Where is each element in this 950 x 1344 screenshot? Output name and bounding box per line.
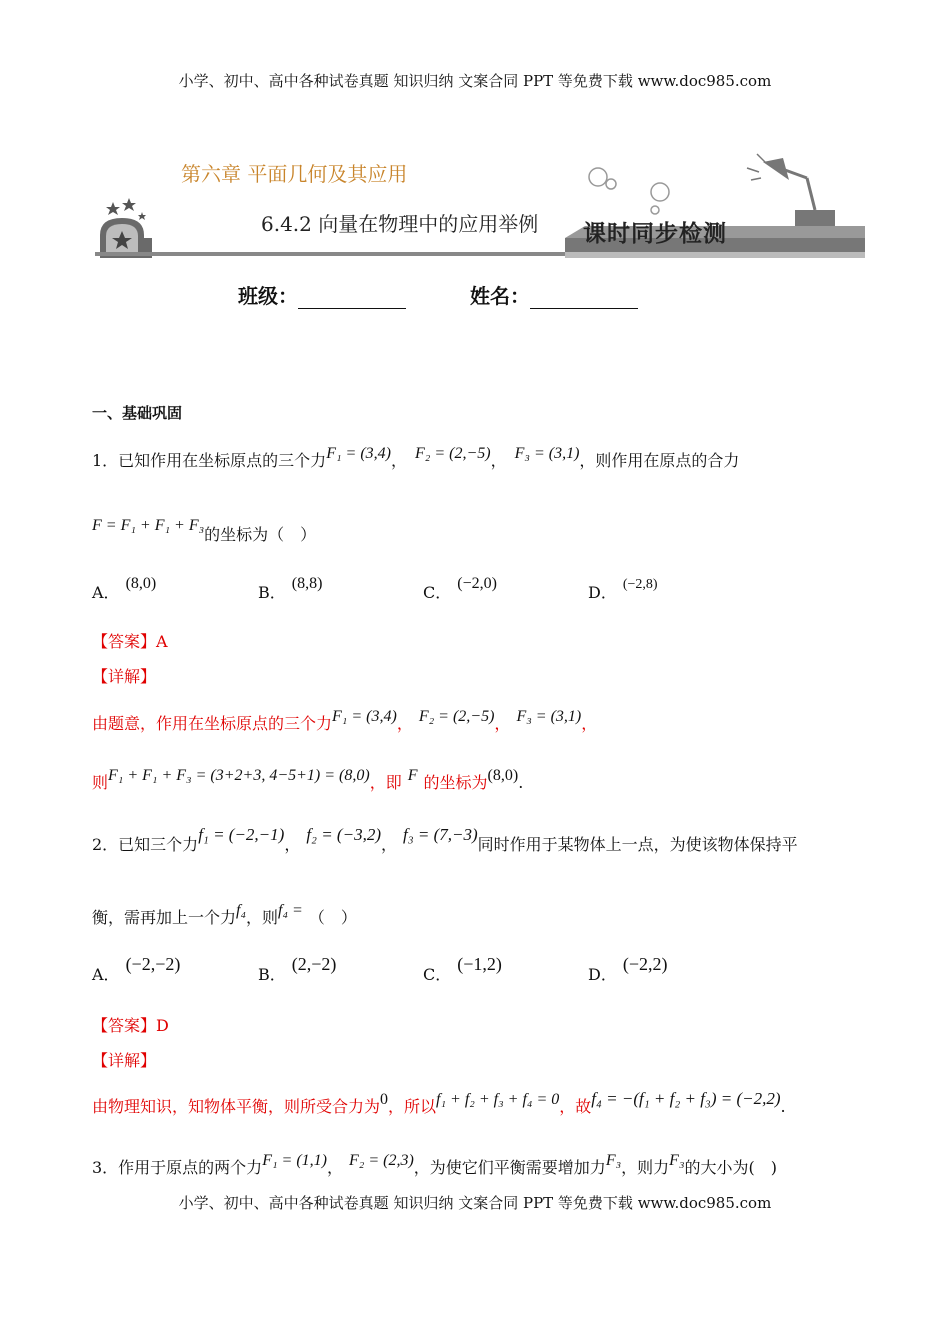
name-blank[interactable] [530,288,638,309]
q1-option-d[interactable]: D． (−2,8) [588,577,658,602]
q1-f1: F₁ = (3,4) [326,445,391,462]
footer-text: 小学、初中、高中各种试卷真题 知识归纳 文案合同 PPT 等免费下载 www.doc985.com [178,1194,772,1212]
q2-solution: 由物理知识，知物体平衡，则所受合力为0，所以f₁ + f₂ + f₃ + f₄ = 0，故f₄ = −(f₁ + f₂ + f₃) = (−2,2). [92,1089,786,1116]
lamp-icon [747,154,835,226]
q3-f2: F₂ = (2,3) [349,1152,414,1169]
q1-line1: 1．已知作用在坐标原点的三个力F₁ = (3,4)， F₂ = (2,−5)， F₃ = (3,1)，则作用在原点的合力 [92,445,740,470]
q1-f3: F₃ = (3,1) [514,445,580,462]
q3-f1: F₁ = (1,1) [262,1152,327,1169]
star-icon [138,212,146,220]
q1-option-b[interactable]: B． (8,8) [258,575,323,602]
q2-line2: 衡，需再加上一个力f₄，则f₄ = （ ） [92,902,357,927]
q1-stem: 1．已知作用在坐标原点的三个力 [92,451,327,470]
q1-answer: 【答案】A [92,632,168,651]
header-text: 小学、初中、高中各种试卷真题 知识归纳 文案合同 PPT 等免费下载 www.doc985.com [178,72,772,90]
q1-solution-1: 由题意，作用在坐标原点的三个力F₁ = (3,4)， F₂ = (2,−5)， F₃ = (3,1)， [92,708,598,733]
q1-detail-label: 【详解】 [92,667,157,686]
q3-line1: 3．作用于原点的两个力F₁ = (1,1)， F₂ = (2,3)，为使它们平衡需要增加力F₃，则力F₃的大小为( ) [92,1152,778,1177]
q2-f3: f₃ = (7,−3) [403,825,478,844]
q2-f2: f₂ = (−3,2) [306,825,381,844]
star-icon [122,198,136,211]
q2-option-b[interactable]: B．(2,−2) [258,954,337,984]
chapter-title: 第六章 平面几何及其应用 [181,162,408,186]
q2-f1: f₁ = (−2,−1) [198,825,285,844]
q2-answer: 【答案】D [92,1016,169,1035]
lesson-title: 6.4.2 向量在物理中的应用举例 [261,212,539,236]
class-label: 班级： [238,284,298,308]
q1-f2: F₂ = (2,−5) [415,445,491,462]
badge-text: 课时同步检测 [583,220,727,247]
q1-expr: F = F₁ + F₁ + F₃ [92,517,205,534]
class-blank[interactable] [298,288,406,309]
q2-detail-label: 【详解】 [92,1051,157,1070]
class-field [238,280,406,309]
q2-option-c[interactable]: C．(−1,2) [423,954,502,984]
name-field [470,280,638,309]
star-icon [106,202,120,215]
q1-option-c[interactable]: C． (−2,0) [423,575,497,602]
q1-option-a[interactable]: A． (8,0) [92,575,157,602]
q2-option-a[interactable]: A．(−2,−2) [92,954,181,984]
section-title: 一、基础巩固 [92,404,183,422]
q1-tail: ，则作用在原点的合力 [579,451,740,470]
q1-solution-2: 则F₁ + F₁ + F₃ = (3+2+3, 4−5+1) = (8,0)，即 F 的坐标为(8,0). [92,767,524,792]
q2-line1: 2．已知三个力f₁ = (−2,−1)，f₂ = (−3,2)，f₃ = (7,−3)同时作用于某物体上一点，为使该物体保持平 [92,825,798,854]
banner [95,140,865,265]
name-label: 姓名： [470,284,530,308]
q2-option-d[interactable]: D．(−2,2) [588,954,668,984]
q1-line2 [92,512,317,544]
q1-expr-tail: 的坐标为（ ） [204,525,317,544]
